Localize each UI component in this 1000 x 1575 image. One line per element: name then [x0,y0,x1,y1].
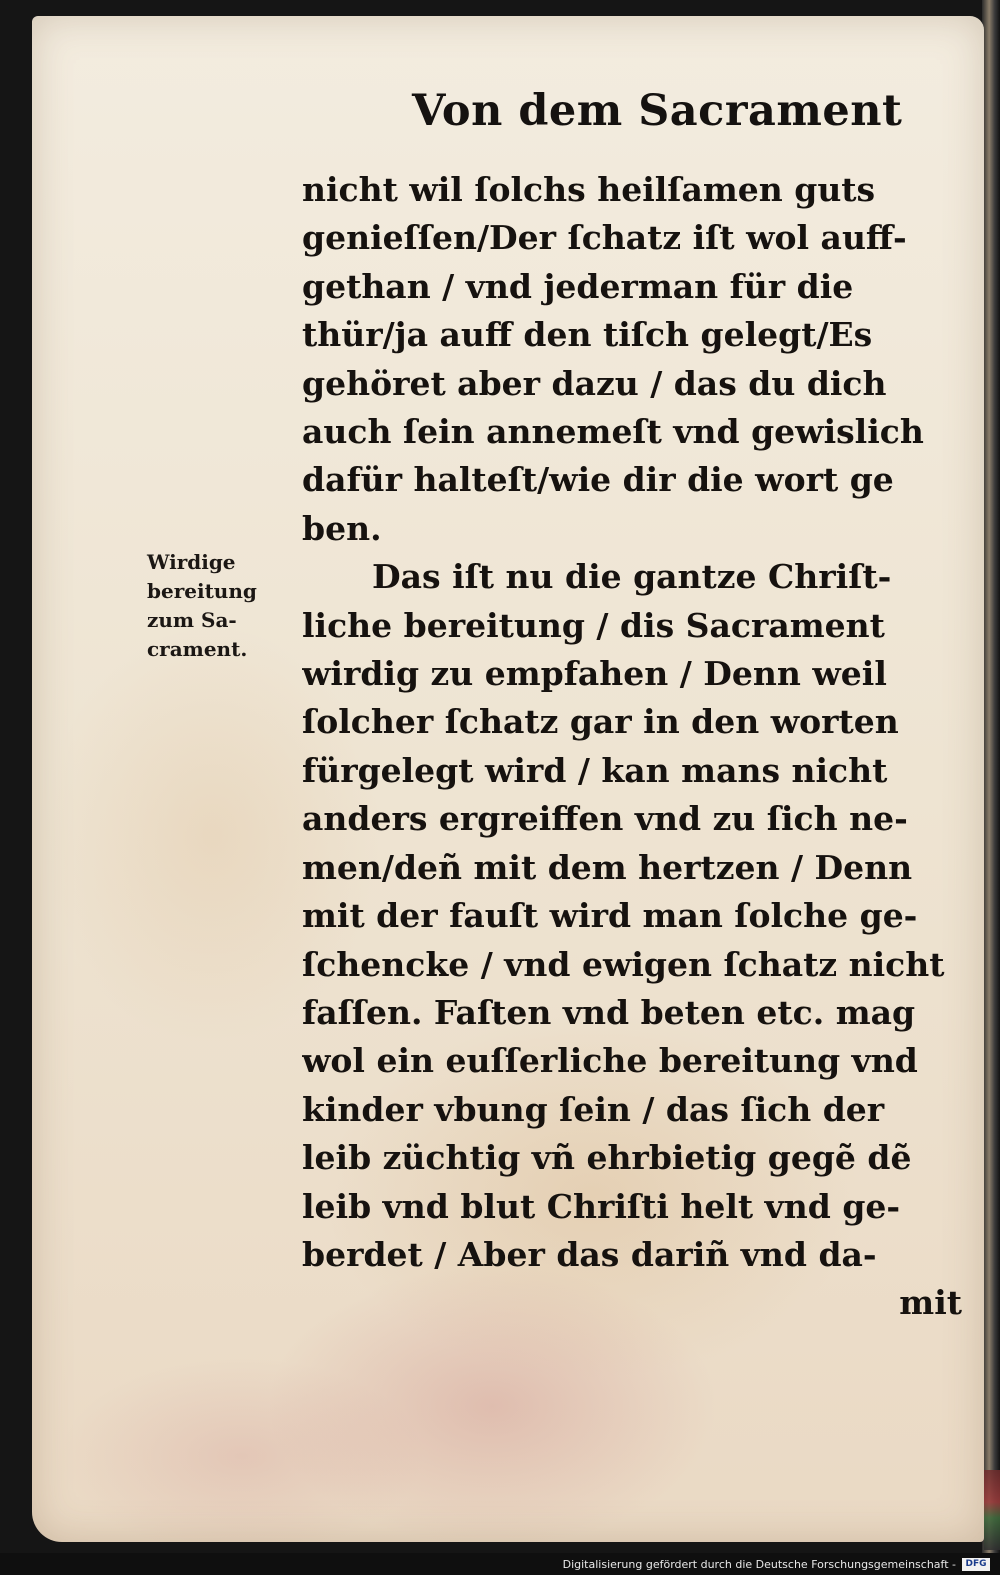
dfg-logo-icon: DFG [962,1558,990,1571]
margin-note-line: bereitung [147,579,257,603]
text-line: anders ergreiffen vnd zu ſich ne- [302,799,908,839]
text-line: ſolcher ſchatz gar in den worten [302,702,899,742]
catchword: mit [899,1283,962,1323]
text-line: auch ſein annemeſt vnd gewislich [302,412,924,452]
text-line: mit der fauſt wird man ſolche ge- [302,896,918,936]
text-line: ben. [302,508,382,548]
text-line: fürgelegt wird / kan mans nicht [302,750,888,790]
text-line: liche bereitung / dis Sacrament [302,605,885,645]
margin-note-line: crament. [147,637,248,661]
text-line: ſchencke / vnd ewigen ſchatz nicht [302,944,945,984]
text-line: nicht wil ſolchs heilſamen guts [302,170,876,209]
margin-note-line: zum Sa- [147,608,237,632]
text-line: wirdig zu empfahen / Denn weil [302,654,887,694]
margin-note [147,548,297,664]
text-line: gethan / vnd jederman für die [302,266,854,306]
text-line: faſſen. Faſten vnd beten etc. mag [302,992,916,1032]
text-line: wol ein euſſerliche bereitung vnd [302,1041,918,1081]
text-line: leib vnd blut Chriſti helt vnd ge- [302,1186,901,1226]
text-line: kinder vbung ſein / das ſich der [302,1089,885,1129]
text-line: dafür halteſt/wie dir die wort ge [302,460,894,500]
book-page [32,16,984,1542]
footer-credit: Digitalisierung gefördert durch die Deutsche Forschungsgemeinschaft - [562,1558,956,1571]
text-line: leib züchtig vñ ehrbietig gegẽ dẽ [302,1138,912,1178]
text-line: berdet / Aber das dariñ vnd da- [302,1234,877,1274]
margin-note-line: Wirdige [147,550,236,574]
text-line: thür/ja auff den tiſch gelegt/Es [302,315,873,355]
footer-bar [0,1553,1000,1575]
page-edge-color [984,1470,1000,1550]
text-line: Das iſt nu die gantze Chriſt- [372,557,892,597]
text-line: genieſſen/Der ſchatz iſt wol auff- [302,218,907,258]
body-text [302,166,992,1328]
running-head: Von dem Sacrament [412,86,903,136]
text-line: men/deñ mit dem hertzen / Denn [302,847,913,887]
text-line: gehöret aber dazu / das du dich [302,363,887,403]
